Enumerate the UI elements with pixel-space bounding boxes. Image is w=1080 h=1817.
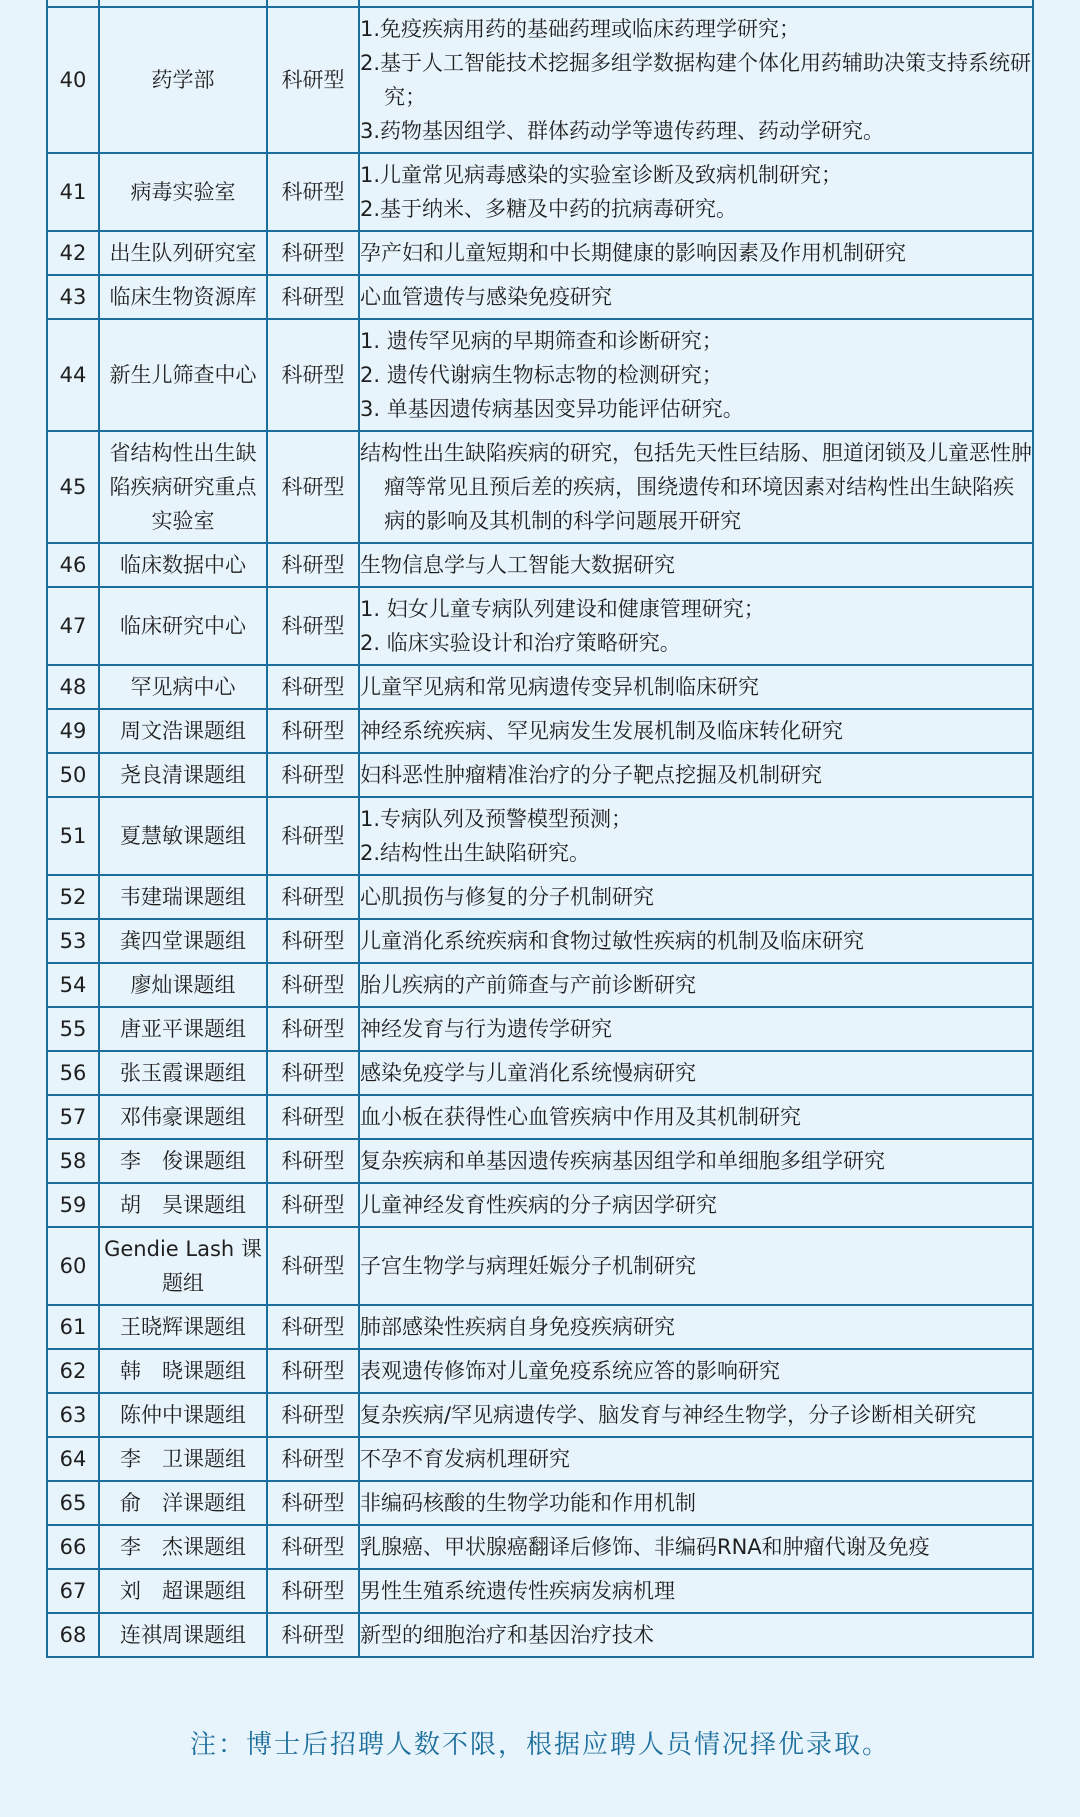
research-direction-line: 乳腺癌、甲状腺癌翻译后修饰、非编码RNA和肿瘤代谢及免疫 bbox=[360, 1535, 930, 1559]
position-type: 科研型 bbox=[267, 431, 359, 543]
row-number: 58 bbox=[47, 1139, 99, 1183]
position-type: 科研型 bbox=[267, 1183, 359, 1227]
research-direction-line: 3. 单基因遗传病基因变异功能评估研究。 bbox=[360, 397, 744, 421]
research-direction-line: 不孕不育发病机理研究 bbox=[360, 1447, 570, 1471]
table-row bbox=[47, 153, 1033, 231]
research-direction-line: 儿童罕见病和常见病遗传变异机制临床研究 bbox=[360, 675, 759, 699]
research-direction bbox=[359, 231, 1033, 275]
row-number: 46 bbox=[47, 543, 99, 587]
row-number: 50 bbox=[47, 753, 99, 797]
position-type: 科研型 bbox=[267, 963, 359, 1007]
footnote: 注：博士后招聘人数不限，根据应聘人员情况择优录取。 bbox=[189, 1730, 890, 1760]
table-row bbox=[47, 1613, 1033, 1657]
position-type: 科研型 bbox=[267, 587, 359, 665]
table-row bbox=[47, 1393, 1033, 1437]
position-type: 科研型 bbox=[267, 1095, 359, 1139]
table-row bbox=[47, 1525, 1033, 1569]
research-direction-line: 妇科恶性肿瘤精准治疗的分子靶点挖掘及机制研究 bbox=[360, 763, 822, 787]
department-name: 李 卫课题组 bbox=[99, 1437, 267, 1481]
department-name: 廖灿课题组 bbox=[99, 963, 267, 1007]
research-direction bbox=[359, 1437, 1033, 1481]
department-name: 出生队列研究室 bbox=[99, 231, 267, 275]
row-number: 54 bbox=[47, 963, 99, 1007]
row-number: 51 bbox=[47, 797, 99, 875]
department-name: 李 杰课题组 bbox=[99, 1525, 267, 1569]
row-number: 44 bbox=[47, 319, 99, 431]
row-number: 60 bbox=[47, 1227, 99, 1305]
row-number: 59 bbox=[47, 1183, 99, 1227]
research-direction bbox=[359, 1481, 1033, 1525]
research-direction-line: 心肌损伤与修复的分子机制研究 bbox=[360, 885, 654, 909]
position-type: 科研型 bbox=[267, 1051, 359, 1095]
position-type: 科研型 bbox=[267, 1525, 359, 1569]
department-name: 夏慧敏课题组 bbox=[99, 797, 267, 875]
position-type: 科研型 bbox=[267, 1305, 359, 1349]
row-number: 65 bbox=[47, 1481, 99, 1525]
research-direction bbox=[359, 797, 1033, 875]
research-direction-line: 新型的细胞治疗和基因治疗技术 bbox=[360, 1623, 654, 1647]
row-number: 43 bbox=[47, 275, 99, 319]
research-direction-line: 孕产妇和儿童短期和中长期健康的影响因素及作用机制研究 bbox=[360, 241, 906, 265]
position-type: 科研型 bbox=[267, 543, 359, 587]
research-direction bbox=[359, 753, 1033, 797]
research-direction-line: 感染免疫学与儿童消化系统慢病研究 bbox=[360, 1061, 696, 1085]
row-number: 45 bbox=[47, 431, 99, 543]
table-row bbox=[47, 1183, 1033, 1227]
position-type: 科研型 bbox=[267, 709, 359, 753]
research-direction bbox=[359, 1227, 1033, 1305]
department-name: 临床数据中心 bbox=[99, 543, 267, 587]
research-direction-line: 复杂疾病和单基因遗传疾病基因组学和单细胞多组学研究 bbox=[360, 1149, 885, 1173]
research-direction bbox=[359, 875, 1033, 919]
research-direction bbox=[359, 1095, 1033, 1139]
table-row bbox=[47, 1051, 1033, 1095]
position-type: 科研型 bbox=[267, 875, 359, 919]
row-number: 41 bbox=[47, 153, 99, 231]
research-direction-line: 儿童消化系统疾病和食物过敏性疾病的机制及临床研究 bbox=[360, 929, 864, 953]
department-name: 新生儿筛查中心 bbox=[99, 319, 267, 431]
table-row bbox=[47, 543, 1033, 587]
research-direction-line: 2.基于人工智能技术挖掘多组学数据构建个体化用药辅助决策支持系统研究； bbox=[360, 51, 1032, 109]
research-direction-line: 结构性出生缺陷疾病的研究，包括先天性巨结肠、胆道闭锁及儿童恶性肿瘤等常见且预后差的疾病，围绕遗传和环境因素对结构性出生缺陷疾病的影响及其机制的科学问题展开研究 bbox=[360, 441, 1032, 533]
research-direction-line: 肺部感染性疾病自身免疫疾病研究 bbox=[360, 1315, 675, 1339]
table-row bbox=[47, 963, 1033, 1007]
department-name: 刘 超课题组 bbox=[99, 1569, 267, 1613]
table-row bbox=[47, 319, 1033, 431]
table-row bbox=[47, 587, 1033, 665]
row-number: 48 bbox=[47, 665, 99, 709]
research-direction-line: 血小板在获得性心血管疾病中作用及其机制研究 bbox=[360, 1105, 801, 1129]
row-number: 57 bbox=[47, 1095, 99, 1139]
table-top-stub bbox=[47, 0, 1033, 7]
table-row bbox=[47, 275, 1033, 319]
row-number: 56 bbox=[47, 1051, 99, 1095]
research-direction bbox=[359, 1139, 1033, 1183]
row-number: 49 bbox=[47, 709, 99, 753]
table-row bbox=[47, 1349, 1033, 1393]
table-row bbox=[47, 875, 1033, 919]
research-direction-line: 1.儿童常见病毒感染的实验室诊断及致病机制研究； bbox=[360, 163, 843, 187]
table-row bbox=[47, 7, 1033, 153]
position-type: 科研型 bbox=[267, 1569, 359, 1613]
table-row bbox=[47, 1139, 1033, 1183]
research-direction-line: 神经系统疾病、罕见病发生发展机制及临床转化研究 bbox=[360, 719, 843, 743]
row-number: 63 bbox=[47, 1393, 99, 1437]
department-name: 唐亚平课题组 bbox=[99, 1007, 267, 1051]
row-number: 47 bbox=[47, 587, 99, 665]
research-direction bbox=[359, 1393, 1033, 1437]
row-number: 68 bbox=[47, 1613, 99, 1657]
table-row bbox=[47, 753, 1033, 797]
research-direction bbox=[359, 275, 1033, 319]
research-direction bbox=[359, 1349, 1033, 1393]
position-type: 科研型 bbox=[267, 665, 359, 709]
research-direction bbox=[359, 1051, 1033, 1095]
row-number: 52 bbox=[47, 875, 99, 919]
research-direction-line: 儿童神经发育性疾病的分子病因学研究 bbox=[360, 1193, 717, 1217]
research-direction bbox=[359, 1613, 1033, 1657]
department-name: 邓伟豪课题组 bbox=[99, 1095, 267, 1139]
research-direction bbox=[359, 1007, 1033, 1051]
position-type: 科研型 bbox=[267, 153, 359, 231]
research-direction bbox=[359, 665, 1033, 709]
department-name: 病毒实验室 bbox=[99, 153, 267, 231]
position-type: 科研型 bbox=[267, 753, 359, 797]
department-name: 王晓辉课题组 bbox=[99, 1305, 267, 1349]
position-type: 科研型 bbox=[267, 1481, 359, 1525]
table-row bbox=[47, 231, 1033, 275]
position-type: 科研型 bbox=[267, 1613, 359, 1657]
research-direction bbox=[359, 963, 1033, 1007]
position-table bbox=[46, 0, 1034, 1658]
research-direction-line: 1.免疫疾病用药的基础药理或临床药理学研究； bbox=[360, 17, 801, 41]
research-direction-line: 胎儿疾病的产前筛查与产前诊断研究 bbox=[360, 973, 696, 997]
research-direction bbox=[359, 431, 1033, 543]
table-row bbox=[47, 1569, 1033, 1613]
table-row bbox=[47, 1437, 1033, 1481]
position-type: 科研型 bbox=[267, 1349, 359, 1393]
position-type: 科研型 bbox=[267, 275, 359, 319]
position-type: 科研型 bbox=[267, 919, 359, 963]
table-row bbox=[47, 709, 1033, 753]
research-direction bbox=[359, 319, 1033, 431]
table-row bbox=[47, 1007, 1033, 1051]
department-name: 李 俊课题组 bbox=[99, 1139, 267, 1183]
table-row bbox=[47, 1227, 1033, 1305]
department-name: Gendie Lash 课题组 bbox=[99, 1227, 267, 1305]
research-direction bbox=[359, 709, 1033, 753]
table-row bbox=[47, 1305, 1033, 1349]
research-direction-line: 心血管遗传与感染免疫研究 bbox=[360, 285, 612, 309]
position-type: 科研型 bbox=[267, 7, 359, 153]
department-name: 省结构性出生缺陷疾病研究重点实验室 bbox=[99, 431, 267, 543]
table-row bbox=[47, 1095, 1033, 1139]
department-name: 尧良清课题组 bbox=[99, 753, 267, 797]
research-direction-line: 2.基于纳米、多糖及中药的抗病毒研究。 bbox=[360, 197, 738, 221]
research-direction bbox=[359, 543, 1033, 587]
research-direction-line: 非编码核酸的生物学功能和作用机制 bbox=[360, 1491, 696, 1515]
department-name: 张玉霞课题组 bbox=[99, 1051, 267, 1095]
research-direction-line: 1. 遗传罕见病的早期筛查和诊断研究； bbox=[360, 329, 723, 353]
table-row bbox=[47, 431, 1033, 543]
research-direction bbox=[359, 587, 1033, 665]
research-direction-line: 2.结构性出生缺陷研究。 bbox=[360, 841, 591, 865]
position-type: 科研型 bbox=[267, 1227, 359, 1305]
research-direction bbox=[359, 1183, 1033, 1227]
department-name: 临床研究中心 bbox=[99, 587, 267, 665]
research-direction-line: 3.药物基因组学、群体药动学等遗传药理、药动学研究。 bbox=[360, 119, 885, 143]
research-direction bbox=[359, 153, 1033, 231]
department-name: 韦建瑞课题组 bbox=[99, 875, 267, 919]
row-number: 55 bbox=[47, 1007, 99, 1051]
department-name: 药学部 bbox=[99, 7, 267, 153]
table-row bbox=[47, 665, 1033, 709]
position-type: 科研型 bbox=[267, 1393, 359, 1437]
research-direction bbox=[359, 7, 1033, 153]
department-name: 胡 昊课题组 bbox=[99, 1183, 267, 1227]
table-row bbox=[47, 919, 1033, 963]
row-number: 64 bbox=[47, 1437, 99, 1481]
row-number: 42 bbox=[47, 231, 99, 275]
department-name: 韩 晓课题组 bbox=[99, 1349, 267, 1393]
position-type: 科研型 bbox=[267, 1437, 359, 1481]
position-type: 科研型 bbox=[267, 1139, 359, 1183]
table-body bbox=[47, 0, 1033, 1657]
research-direction-line: 表观遗传修饰对儿童免疫系统应答的影响研究 bbox=[360, 1359, 780, 1383]
research-direction bbox=[359, 1525, 1033, 1569]
research-direction-line: 2. 临床实验设计和治疗策略研究。 bbox=[360, 631, 681, 655]
table-row bbox=[47, 797, 1033, 875]
research-direction-line: 子宫生物学与病理妊娠分子机制研究 bbox=[360, 1254, 696, 1278]
row-number: 67 bbox=[47, 1569, 99, 1613]
research-direction-line: 1.专病队列及预警模型预测； bbox=[360, 807, 633, 831]
research-direction-line: 复杂疾病/罕见病遗传学、脑发育与神经生物学，分子诊断相关研究 bbox=[360, 1403, 977, 1427]
position-type: 科研型 bbox=[267, 231, 359, 275]
row-number: 61 bbox=[47, 1305, 99, 1349]
row-number: 66 bbox=[47, 1525, 99, 1569]
row-number: 62 bbox=[47, 1349, 99, 1393]
research-direction bbox=[359, 919, 1033, 963]
department-name: 临床生物资源库 bbox=[99, 275, 267, 319]
department-name: 陈仲中课题组 bbox=[99, 1393, 267, 1437]
research-direction-line: 男性生殖系统遗传性疾病发病机理 bbox=[360, 1579, 675, 1603]
position-type: 科研型 bbox=[267, 797, 359, 875]
research-direction-line: 生物信息学与人工智能大数据研究 bbox=[360, 553, 675, 577]
research-direction-line: 2. 遗传代谢病生物标志物的检测研究； bbox=[360, 363, 723, 387]
department-name: 周文浩课题组 bbox=[99, 709, 267, 753]
position-type: 科研型 bbox=[267, 319, 359, 431]
department-name: 龚四堂课题组 bbox=[99, 919, 267, 963]
row-number: 53 bbox=[47, 919, 99, 963]
research-direction bbox=[359, 1569, 1033, 1613]
row-number: 40 bbox=[47, 7, 99, 153]
research-direction-line: 神经发育与行为遗传学研究 bbox=[360, 1017, 612, 1041]
department-name: 连祺周课题组 bbox=[99, 1613, 267, 1657]
research-direction-line: 1. 妇女儿童专病队列建设和健康管理研究； bbox=[360, 597, 765, 621]
department-name: 罕见病中心 bbox=[99, 665, 267, 709]
department-name: 俞 洋课题组 bbox=[99, 1481, 267, 1525]
table-row bbox=[47, 1481, 1033, 1525]
research-direction bbox=[359, 1305, 1033, 1349]
position-type: 科研型 bbox=[267, 1007, 359, 1051]
